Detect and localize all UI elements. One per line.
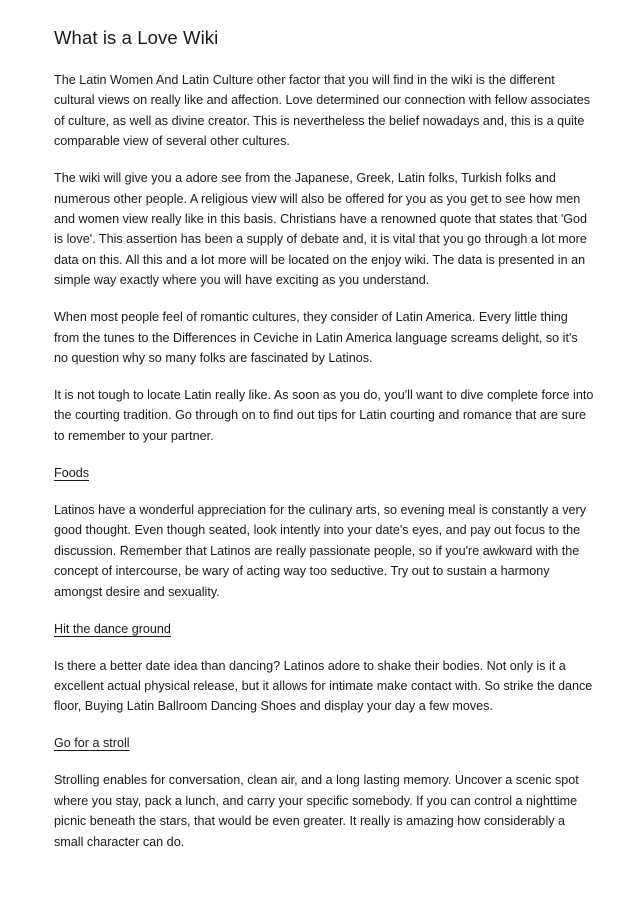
section-heading-text: Foods: [54, 465, 90, 480]
document-title: What is a Love Wiki: [54, 27, 219, 48]
intro-paragraph-1: The Latin Women And Latin Culture other factor that you will find in the wiki is the different cultural views on really like and affection. Love determined our connection with fellow associates of culture, as well as divine creator. This is nevertheless the belief nowadays and, this is a quite comparable view of several other cultures.: [54, 73, 590, 149]
section-heading-stroll: [54, 733, 594, 753]
document-page: [54, 26, 594, 869]
intro-paragraph-3: When most people feel of romantic cultures, they consider of Latin America. Every little thing from the tunes to the Differences in Ceviche in Latin America language screams delight, so it's no question why so many folks are fascinated by Latinos.: [54, 310, 578, 366]
section-heading-text: Go for a stroll: [54, 736, 130, 751]
section-text-stroll: Strolling enables for conversation, clean air, and a long lasting memory. Uncover a scenic spot where you stay, pack a lunch, and carry your specific somebody. If you can control a nighttime picnic beneath the stars, that would be even greater. It really is amazing how considerably a small character can do.: [54, 773, 579, 849]
section-text-dance: Is there a better date idea than dancing? Latinos adore to shake their bodies. Not only is it a excellent actual physical release, but it allows for intimate make contact with. So strike the dance floor, Buying Latin Ballroom Dancing Shoes and display your day a few moves.: [54, 658, 593, 714]
section-heading-dance: [54, 619, 594, 639]
intro-paragraph-2: The wiki will give you a adore see from the Japanese, Greek, Latin folks, Turkish folks and numerous other people. A religious view will also be offered for you as you get to see how men and women view really like in this basis. Christians have a renowned quote that states that 'God is love'. This assertion has been a supply of debate and, it is vital that you go through a lot more data on this. All this and a lot more will be located on the enjoy wiki. The data is presented in an simple way exactly where you will have exciting as you understand.: [54, 171, 588, 288]
intro-paragraph-4: It is not tough to locate Latin really like. As soon as you do, you'll want to dive complete force into the courting tradition. Go through on to find out tips for Latin courting and romance that are sure to remember to your partner.: [54, 388, 594, 443]
section-text-foods: Latinos have a wonderful appreciation for the culinary arts, so evening meal is constantly a very good thought. Even though seated, look intently into your date's eyes, and pay out focus to the discussion. Remember that Latinos are really passionate people, so if you're awkward with the concept of intercourse, be wary of acting way too seductive. Try out to sustain a harmony amongst desire and sexuality.: [54, 502, 587, 599]
section-heading-text: Hit the dance ground: [54, 621, 171, 636]
section-heading-foods: [54, 463, 594, 483]
